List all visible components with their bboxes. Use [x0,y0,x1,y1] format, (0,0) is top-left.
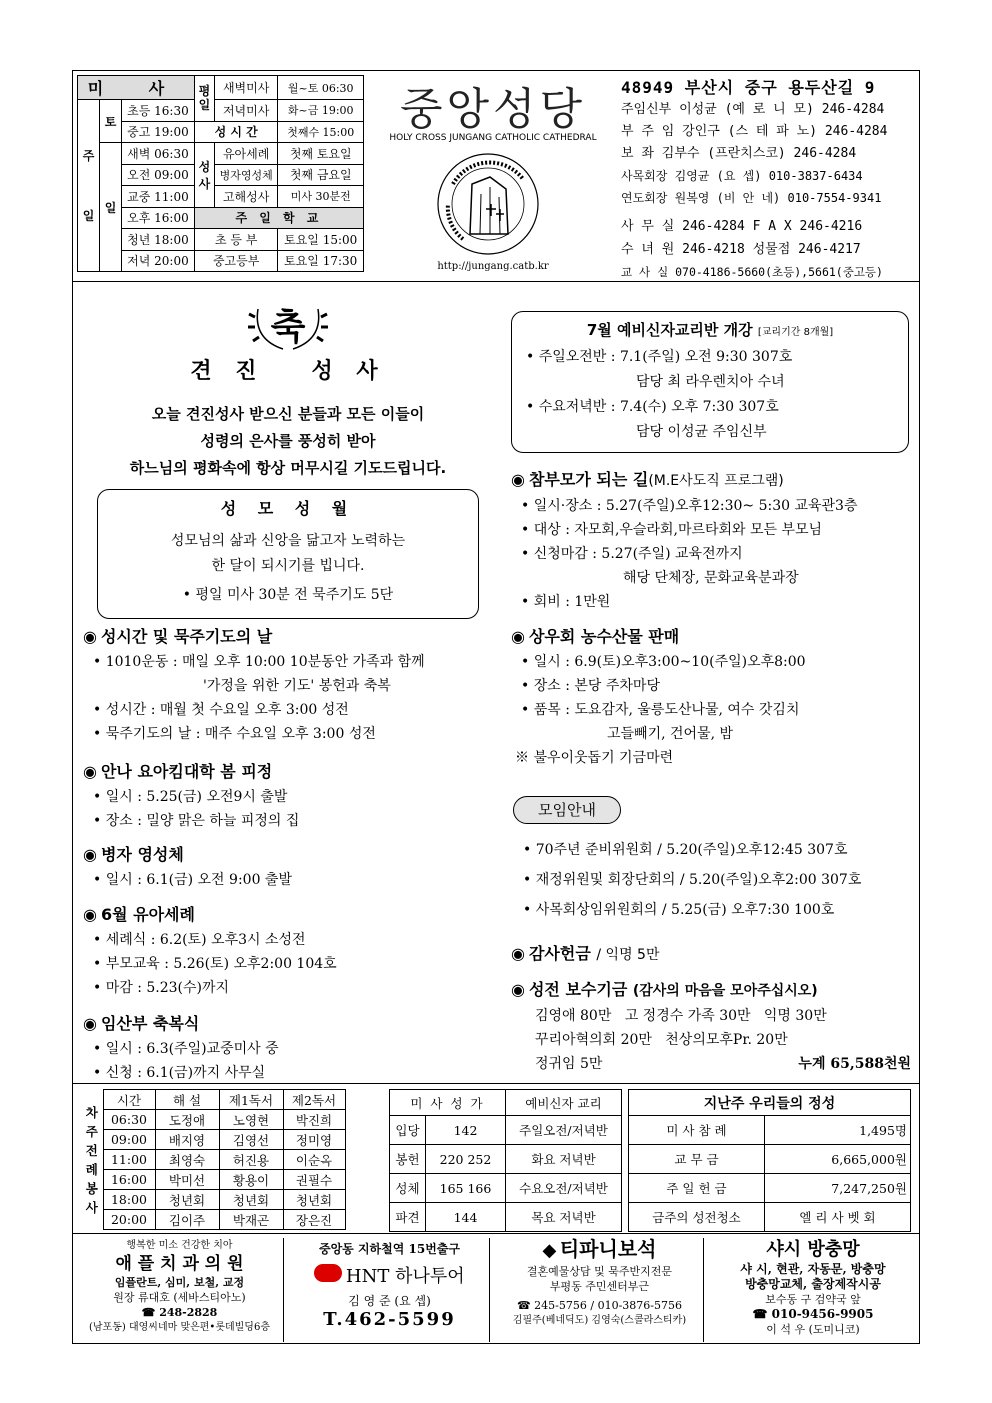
catechism-item: 담당 이성균 주임신부 [636,424,767,440]
section-title: ◉ 상우회 농수산물 판매 [511,627,680,646]
bulletin-page [72,70,920,1344]
message-line: 하느님의 평화속에 항상 머무시길 기도드립니다. [129,459,447,477]
may-box-title: 성 모 성 월 [220,499,356,518]
saturday-label: 토 [100,100,122,143]
section-item: • 부모교육 : 5.26(토) 오후2:00 104호 [93,956,337,972]
table-header: 지난주 우리들의 정성 [629,1090,911,1116]
may-month-box [97,489,479,619]
table-header: 시간 [103,1090,155,1110]
holy-hour-label: 성 시 간 [194,121,278,143]
table-header: 제1독서 [219,1090,283,1110]
mass-cell: 화~금 19:00 [278,100,364,122]
section-item: • 일시·장소 : 5.27(주일)오후12:30~ 5:30 교육관3층 [521,498,858,514]
mass-cell: 오전 09:00 [122,164,195,186]
donation-line: 김영애 80만 고 정경수 가족 30만 익명 30만 [535,1008,827,1024]
table-header: 예비신자 교리 [506,1090,622,1116]
mass-cell: 저녁 20:00 [122,250,195,272]
section-pregnancy-blessing [83,1011,503,1085]
table-row: 성체 165 166 수요오전/저녁반 [390,1174,622,1203]
section-title: ◉ 6월 유아세례 [83,905,195,924]
section-item: • 장소 : 밀양 맑은 하늘 피정의 집 [93,813,300,829]
church-url: http://jungang.catb.kr [437,261,549,272]
section-item: 고들빼기, 건어물, 밤 [607,726,733,742]
may-box-line: 성모님의 삶과 신앙을 닮고자 노력하는 [170,533,406,549]
contact-row: 보 좌 김부수 (프란치스코) 246-4284 [621,146,857,161]
mass-cell: 초 등 부 [194,229,278,251]
mass-cell: 오후 16:00 [122,207,195,229]
offerings-table [628,1089,911,1232]
divider [73,1233,919,1234]
mass-hymn-table [389,1089,622,1232]
table-row: 18:00 청년회 청년회 청년회 [81,1190,345,1210]
contact-row: 부 주 임 강인구 (스 테 파 노) 246-4284 [621,124,888,139]
section-title: ◉ 임산부 축복식 [83,1014,200,1033]
section-retreat [83,759,503,833]
divider [73,281,919,282]
sunday-label: 주일 [78,100,100,272]
hnt-logo-icon [314,1264,342,1282]
section-title: ◉ 안나 요아킴대학 봄 피정 [83,762,273,781]
table-row: 봉헌 220 252 화요 저녁반 [390,1145,622,1174]
mass-cell: 토요일 15:00 [278,229,364,251]
contact-row: 주임신부 이성균 (예 로 니 모) 246-4284 [621,102,885,117]
table-header: 제2독서 [283,1090,345,1110]
section-item: 해당 단체장, 문화교육분과장 [623,570,799,586]
meeting-item: • 70주년 준비위원회 / 5.20(주일)오후12:45 307호 [523,842,848,858]
section-item: '가정을 위한 기도' 봉헌과 축복 [203,678,391,694]
section-item: • 마감 : 5.23(수)까지 [93,980,230,996]
table-row: 주 일 헌 금 7,247,250원 [629,1174,911,1203]
meeting-item: • 사목회상임위원회의 / 5.25(금) 오후7:30 100호 [523,902,835,918]
phone-row: 사 무 실 246-4284 F A X 246-4216 [621,219,863,234]
mass-cell: 첫째 금요일 [278,164,364,186]
mass-cell: 유아세례 [214,143,278,165]
section-parenting [511,467,911,614]
catechism-title: 7월 예비신자교리반 개강 [교리기간 8개월] [586,321,834,339]
mass-cell: 저녁미사 [214,100,278,122]
section-repair-fund [511,977,911,1076]
table-header: 해 설 [155,1090,219,1110]
section-item: • 일시 : 6.3(주일)교중미사 중 [93,1041,279,1057]
divider [73,1083,919,1084]
section-item: • 일시 : 6.9(토)오후3:00~10(주일)오후8:00 [521,654,806,670]
meeting-list [513,835,913,925]
table-row: 교 무 금 6,665,000원 [629,1145,911,1174]
section-item: • 품목 : 도요감자, 울릉도산나물, 여수 갓김치 [521,702,800,718]
sacrament-label: 성사 [194,143,214,208]
section-item: • 세례식 : 6.2(토) 오후3시 소성전 [93,932,306,948]
mass-cell: 병자영성체 [214,164,278,186]
section-holy-hour [83,624,503,746]
table-row: 미 사 참 례 1,495명 [629,1116,911,1145]
cathedral-seal-icon [428,149,548,259]
catechism-item: • 주일오전반 : 7.1(주일) 오전 9:30 307호 [526,349,793,365]
may-box-line: 한 달이 되시기를 빕니다. [211,558,365,574]
ad-jewelry: ◆ 티파니보석 결혼예물상담 및 묵주반지전문 부평동 주민센터부근 ☎ 245-5756 / 010-3876-5756 김필주(베네딕도) 김영숙(스콜라스티카) [496,1238,704,1342]
table-row: 입당 142 주일오전/저녁반 [390,1116,622,1145]
table-row: 20:00 김이주 박재곤 장은진 [81,1210,345,1230]
section-title: ◉ 병자 영성체 [83,845,184,864]
mass-cell: 중고 19:00 [122,121,195,143]
mass-cell: 월~토 06:30 [278,76,364,100]
mass-schedule-table [77,75,364,272]
message-line: 오늘 견진성사 받으신 분들과 모든 이들이 [151,405,425,423]
section-item: • 신청마감 : 5.27(주일) 교육전까지 [521,546,743,562]
church-address: 48949 부산시 중구 용두산길 9 [621,78,876,97]
phone-list [621,215,883,284]
contact-row: 사목회장 김영균 (요 셉) 010-3837-6434 [621,169,863,183]
mass-cell: 청년 18:00 [122,229,195,251]
may-box-item: • 평일 미사 30분 전 묵주기도 5단 [182,587,394,603]
section-item: • 일시 : 5.25(금) 오전9시 출발 [93,789,288,805]
donation-total-row: 정귀임 5만 누계 65,588천원 [535,1056,911,1072]
meeting-tab: 모임안내 [513,796,621,824]
sunday-school-label: 주 일 학 교 [194,207,363,229]
holy-hour-value: 첫째수 15:00 [278,121,364,143]
section-title: ◉ 참부모가 되는 길(M.E사도직 프로그램) [511,470,784,489]
table-row: 09:00 배지영 김영선 정미영 [81,1130,345,1150]
section-sick-communion [83,842,503,892]
phone-row: 교 사 실 070-4186-5660(초등),5661(중고등) [621,265,883,279]
section-item: • 1010운동 : 매일 오후 10:00 10분동안 가족과 함께 [93,654,425,670]
section-item: • 장소 : 본당 주차마당 [521,678,660,694]
section-thanks-offering [511,941,911,968]
celebration-title: 견 진 성 사 [190,358,386,384]
section-produce-sale [511,624,911,770]
section-item: • 성시간 : 매월 첫 수요일 오후 3:00 성전 [93,702,349,718]
weekday-label: 평일 [194,76,214,122]
church-title: 중앙성당 [399,84,586,135]
section-item: • 회비 : 1만원 [521,594,611,610]
section-item: • 일시 : 6.1(금) 오전 9:00 출발 [93,872,292,888]
church-subtitle: HOLY CROSS JUNGANG CATHOLIC CATHEDRAL [389,133,597,143]
contact-list [621,99,887,209]
table-row: 파견 144 목요 저녁반 [390,1203,622,1232]
mass-cell: 새벽미사 [214,76,278,100]
section-item: ※ 불우이웃돕기 기금마련 [515,750,674,766]
catechism-item: 담당 최 라우렌치아 수녀 [636,374,785,390]
diamond-icon: ◆ [542,1240,557,1261]
phone-row: 수 녀 원 246-4218 성물점 246-4217 [621,242,861,257]
section-title: ◉ 감사헌금 / 익명 5만 [511,944,660,963]
table-row: 06:30 도정애 노영현 박진희 [81,1110,345,1130]
mass-cell: 고해성사 [214,186,278,208]
mass-cell: 중고등부 [194,250,278,272]
catechism-item: • 수요저녁반 : 7.4(수) 오후 7:30 307호 [526,399,779,415]
ad-dental-clinic: 행복한 미소 건강한 치아 애 플 치 과 의 원 임플란트, 심미, 보철, 교정 원장 류대호 (세바스티아노) ☎ 248-2828 (남포동) 대영씨네마 맞은편•롯데빌딩6층 [76,1238,284,1342]
table-row: 11:00 최영숙 허진용 이순옥 [81,1150,345,1170]
donation-line: 꾸리아혁의회 20만 천상의모후Pr. 20만 [535,1032,788,1048]
il-label: 일 [100,143,122,272]
table-row: 금주의 성전청소 엘 리 사 벳 회 [629,1203,911,1232]
mass-cell: 새벽 06:30 [122,143,195,165]
table-row: 16:00 박미선 황용이 권필수 [81,1170,345,1190]
celebration-message [83,401,493,482]
section-item: • 대상 : 자모회,우슬라회,마르타회와 모든 부모님 [521,522,823,538]
celebration-glyph: 축 [270,306,306,348]
ad-travel-agency: 중앙동 지하철역 15번출구 HNT 하나투어 김 영 준 (요 셉) T.462-5599 [290,1238,490,1342]
section-title: ◉ 성시간 및 묵주기도의 날 [83,627,273,646]
mass-cell: 교중 11:00 [122,186,195,208]
ad-window-screen: 샤시 방충망 샤 시, 현관, 자동문, 방충망 방충망교체, 출장제작시공 보수동 구 검약국 앞 ☎ 010-9456-9905 이 석 우 (도미니코) [740,1239,886,1336]
section-item: • 신청 : 6.1(금)까지 사무실 [93,1065,266,1081]
mass-cell: 초등 16:30 [122,100,195,122]
mass-cell: 첫째 토요일 [278,143,364,165]
message-line: 성령의 은사를 풍성히 받아 [200,432,376,450]
section-title: ◉ 성전 보수기금 (감사의 마음을 모아주십시오) [511,980,818,999]
duty-label: 차주전례봉사 [85,1104,98,1215]
section-item: • 묵주기도의 날 : 매주 수요일 오후 3:00 성전 [93,726,376,742]
contact-row: 연도회장 원복영 (비 안 네) 010-7554-9341 [621,191,882,205]
catechism-box [511,311,909,453]
liturgy-duty-table [81,1089,346,1230]
meeting-item: • 재정위원및 회장단회의 / 5.20(주일)오후2:00 307호 [523,872,862,888]
section-infant-baptism [83,902,503,1000]
mass-cell: 토요일 17:30 [278,250,364,272]
table-header: 미 사 성 가 [390,1090,506,1116]
mass-header: 미 사 [78,76,195,100]
mass-cell: 미사 30분전 [278,186,364,208]
